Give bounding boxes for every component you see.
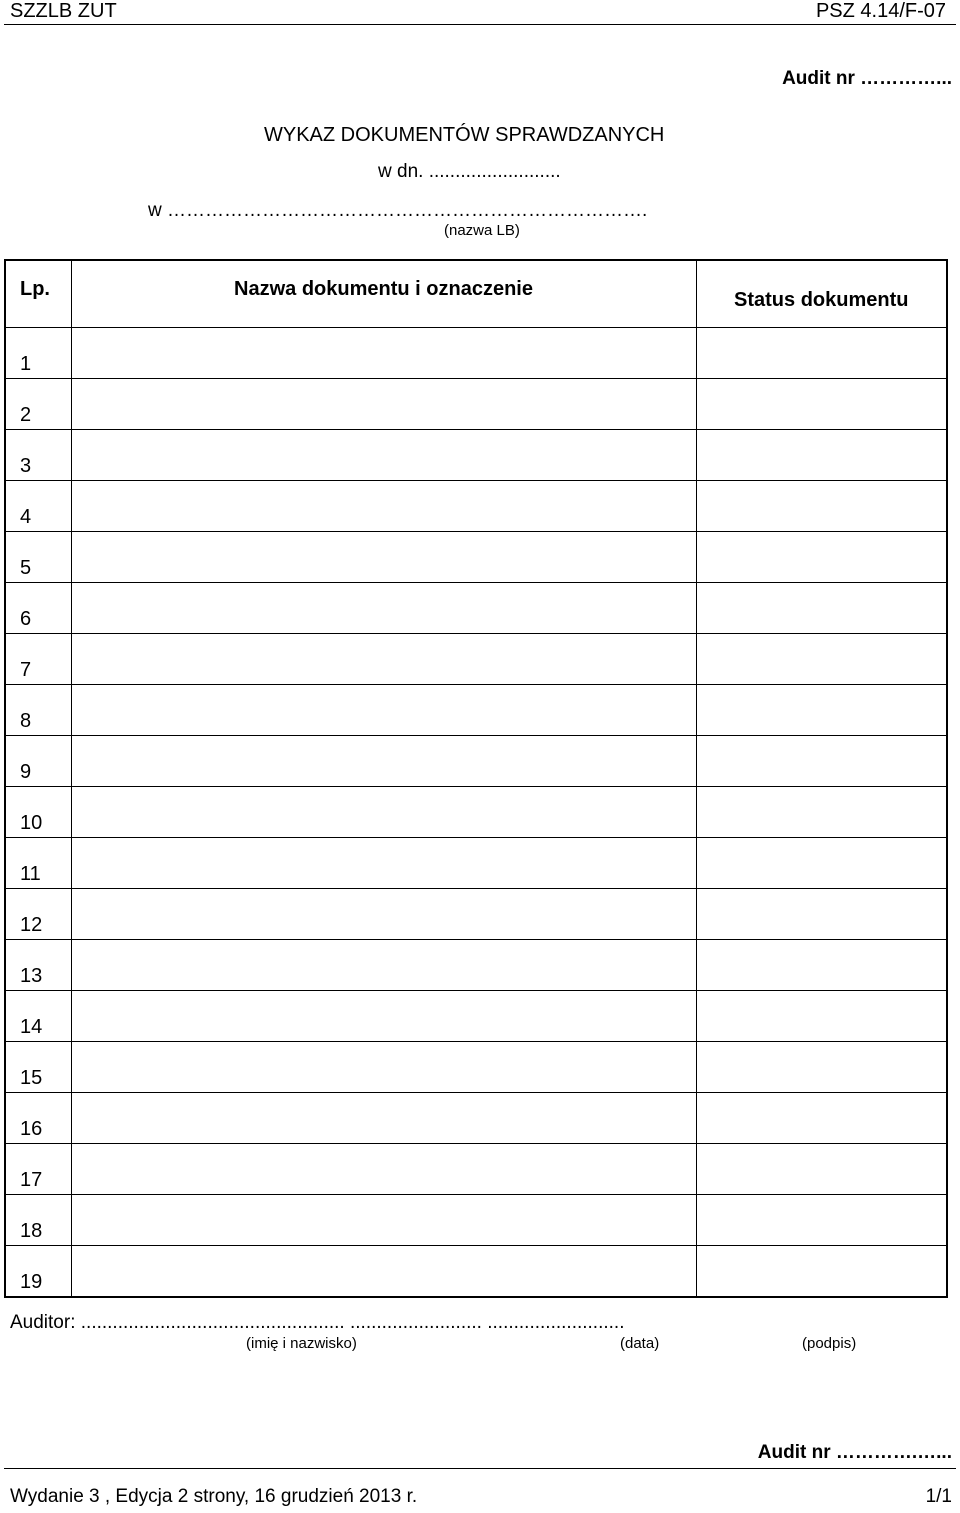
document-status-cell[interactable] (696, 1144, 947, 1195)
document-status-cell[interactable] (696, 889, 947, 940)
row-number-cell (5, 1195, 71, 1246)
document-status-cell[interactable] (696, 634, 947, 685)
table-row (5, 634, 947, 685)
row-number: 18 (20, 1220, 43, 1242)
row-number: 11 (20, 863, 41, 885)
name-caption: (imię i nazwisko) (246, 1335, 357, 1352)
row-number-cell (5, 991, 71, 1042)
document-title: WYKAZ DOKUMENTÓW SPRAWDZANYCH (264, 124, 665, 146)
footer-edition: Wydanie 3 , Edycja 2 strony, 16 grudzień 2013 r. (10, 1486, 418, 1507)
document-name-cell[interactable] (71, 1093, 696, 1144)
row-number-cell (5, 1093, 71, 1144)
table-row (5, 532, 947, 583)
table-row (5, 787, 947, 838)
document-name-cell[interactable] (71, 736, 696, 787)
row-number-cell (5, 1042, 71, 1093)
header-left: SZZLB ZUT (10, 0, 117, 22)
auditor-line: Auditor: .................................................. ......................... .......................... (10, 1312, 625, 1333)
document-name-cell[interactable] (71, 481, 696, 532)
document-name-cell[interactable] (71, 1042, 696, 1093)
audit-number-bottom: Audit nr ………….…... (757, 1442, 952, 1463)
lab-name-line: w …………………………………………………………………. (148, 200, 648, 221)
table-row (5, 1042, 947, 1093)
document-name-header: Nazwa dokumentu i oznaczenie (71, 260, 696, 328)
row-number-cell (5, 787, 71, 838)
table-row (5, 1093, 947, 1144)
lp-header: Lp. (5, 260, 71, 328)
row-number: 10 (20, 812, 43, 834)
table-row (5, 889, 947, 940)
row-number-cell (5, 634, 71, 685)
row-number-cell (5, 1246, 71, 1298)
document-status-cell[interactable] (696, 1195, 947, 1246)
row-number: 8 (20, 710, 32, 732)
document-status-cell[interactable] (696, 940, 947, 991)
footer-rule (4, 1468, 956, 1469)
row-number: 4 (20, 506, 32, 528)
footer-page: 1/1 (925, 1486, 952, 1507)
row-number: 12 (20, 914, 43, 936)
row-number-cell (5, 736, 71, 787)
document-name-cell[interactable] (71, 1195, 696, 1246)
document-status-cell[interactable] (696, 787, 947, 838)
table-row (5, 1144, 947, 1195)
documents-table (4, 259, 948, 1298)
row-number-cell (5, 430, 71, 481)
table-row (5, 685, 947, 736)
document-name-cell[interactable] (71, 787, 696, 838)
row-number: 13 (20, 965, 43, 987)
document-status-cell[interactable] (696, 685, 947, 736)
header-right: PSZ 4.14/F-07 (815, 0, 946, 22)
document-name-cell[interactable] (71, 430, 696, 481)
document-status-cell[interactable] (696, 736, 947, 787)
audit-number-top: Audit nr …………... (782, 68, 952, 89)
document-name-cell[interactable] (71, 634, 696, 685)
row-number-cell (5, 583, 71, 634)
table-row (5, 838, 947, 889)
document-status-cell[interactable] (696, 1042, 947, 1093)
row-number-cell (5, 838, 71, 889)
table-row (5, 1246, 947, 1298)
document-name-cell[interactable] (71, 532, 696, 583)
row-number: 2 (20, 404, 32, 426)
table-row (5, 940, 947, 991)
document-status-cell[interactable] (696, 1246, 947, 1298)
table-row (5, 583, 947, 634)
table-row (5, 1195, 947, 1246)
document-status-cell[interactable] (696, 583, 947, 634)
row-number-cell (5, 379, 71, 430)
table-row (5, 736, 947, 787)
document-name-cell[interactable] (71, 379, 696, 430)
table-row (5, 481, 947, 532)
row-number: 9 (20, 761, 32, 783)
table-row (5, 328, 947, 379)
row-number: 1 (20, 353, 32, 375)
document-name-cell[interactable] (71, 328, 696, 379)
table-row (5, 379, 947, 430)
document-name-cell[interactable] (71, 685, 696, 736)
status-header: Status dokumentu (696, 260, 947, 328)
row-number-cell (5, 940, 71, 991)
date-caption: (data) (620, 1335, 660, 1352)
row-number-cell (5, 481, 71, 532)
row-number-cell (5, 1144, 71, 1195)
row-number: 14 (20, 1016, 43, 1038)
row-number-cell (5, 328, 71, 379)
row-number: 19 (20, 1271, 43, 1293)
document-status-cell[interactable] (696, 430, 947, 481)
document-status-cell[interactable] (696, 328, 947, 379)
signature-caption: (podpis) (802, 1335, 857, 1352)
header-rule (4, 24, 956, 25)
document-status-cell[interactable] (696, 532, 947, 583)
document-name-cell[interactable] (71, 991, 696, 1042)
row-number: 5 (20, 557, 32, 579)
row-number: 3 (20, 455, 32, 477)
document-status-cell[interactable] (696, 379, 947, 430)
document-name-cell[interactable] (71, 889, 696, 940)
document-name-cell[interactable] (71, 1246, 696, 1298)
row-number: 15 (20, 1067, 43, 1089)
lab-name-caption: (nazwa LB) (444, 222, 520, 239)
row-number: 7 (20, 659, 32, 681)
date-line: w dn. ......................... (378, 161, 561, 182)
document-name-cell[interactable] (71, 940, 696, 991)
row-number: 16 (20, 1118, 43, 1140)
document-name-cell[interactable] (71, 838, 696, 889)
document-status-cell[interactable] (696, 481, 947, 532)
table-header-row (5, 260, 947, 328)
table-row (5, 991, 947, 1042)
table-row (5, 430, 947, 481)
document-status-cell[interactable] (696, 991, 947, 1042)
row-number: 6 (20, 608, 32, 630)
row-number-cell (5, 532, 71, 583)
document-name-cell[interactable] (71, 583, 696, 634)
document-status-cell[interactable] (696, 1093, 947, 1144)
row-number-cell (5, 889, 71, 940)
row-number: 17 (20, 1169, 43, 1191)
row-number-cell (5, 685, 71, 736)
document-name-cell[interactable] (71, 1144, 696, 1195)
document-status-cell[interactable] (696, 838, 947, 889)
